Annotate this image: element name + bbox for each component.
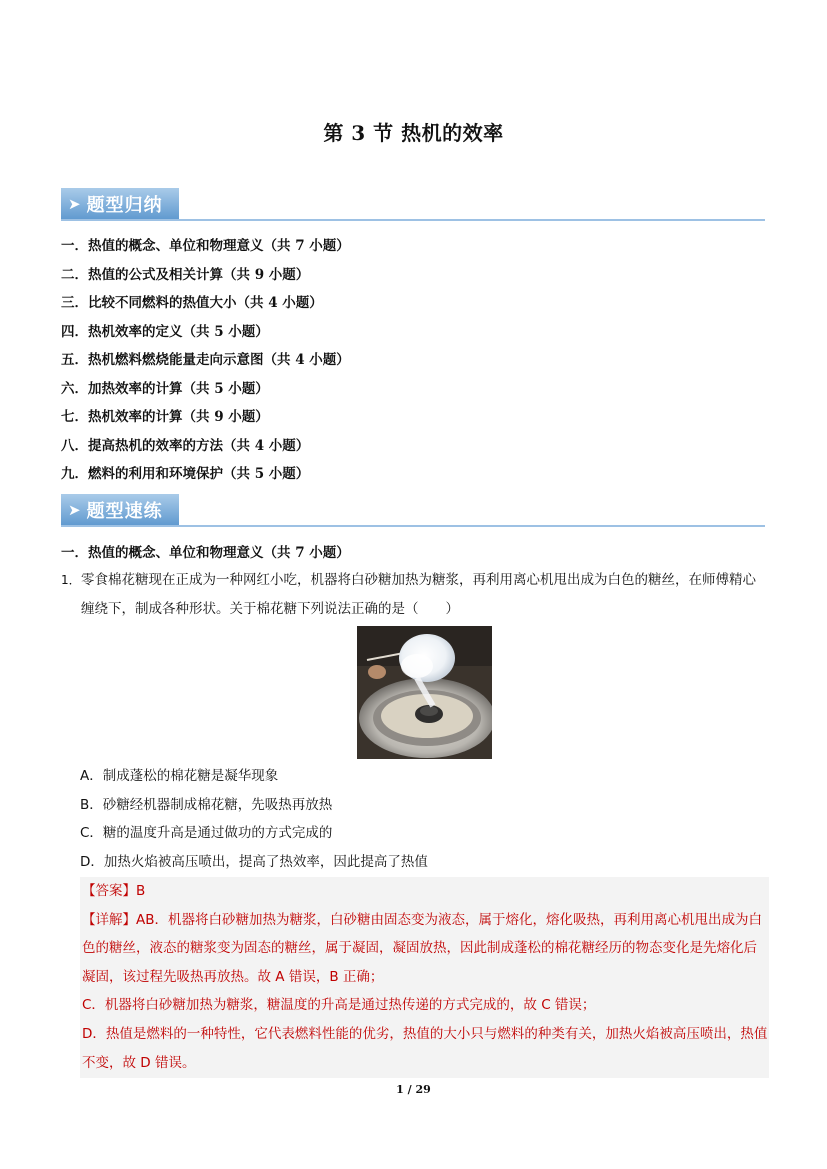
banner-tab — [61, 188, 179, 220]
answer-explanation — [80, 877, 769, 1078]
topic-item: 七．热机效率的计算（共 9 小题） — [61, 409, 269, 425]
topic-list — [61, 236, 350, 493]
option-b: B．砂糖经机器制成棉花糖，先吸热再放热 — [80, 796, 333, 813]
arrow-right-icon: ➤ — [68, 195, 81, 213]
options-list — [80, 764, 428, 878]
section-heading: 一．热值的概念、单位和物理意义（共 7 小题） — [61, 545, 350, 561]
answer-line: 【答案】B — [82, 883, 146, 899]
topic-item: 八．提高热机的效率的方法（共 4 小题） — [61, 437, 310, 454]
explanation-ab: 【详解】AB．机器将白砂糖加热为糖浆，白砂糖由固态变为液态，属于熔化，熔化吸热，再利用离心机甩出成为白色的糖丝，液态的糖浆变为固态的糖丝，属于凝固，凝固放热，因此制成蓬松的棉花糖经历的物态变化是先熔化后凝固，该过程先吸热再放热。故 A 错误，B 正确； — [82, 911, 762, 985]
banner-title: 题型归纳 — [86, 195, 163, 216]
cotton-candy-photo — [357, 626, 492, 759]
topic-item: 六．加热效率的计算（共 5 小题） — [61, 380, 269, 397]
section-banner-practice — [61, 494, 765, 528]
topic-item: 五．热机燃料燃烧能量走向示意图（共 4 小题） — [61, 352, 350, 368]
banner-title: 题型速练 — [86, 501, 163, 522]
banner-divider — [61, 219, 765, 221]
explanation-d: D．热值是燃料的一种特性，它代表燃料性能的优劣，热值的大小只与燃料的种类有关，加热火焰被高压喷出，热值不变，故 D 错误。 — [82, 1025, 768, 1071]
topic-item: 九．燃料的利用和环境保护（共 5 小题） — [61, 466, 310, 482]
page-number: 1 / 29 — [396, 1083, 431, 1096]
option-c: C．糖的温度升高是通过做功的方式完成的 — [80, 825, 333, 841]
topic-item: 三．比较不同燃料的热值大小（共 4 小题） — [61, 295, 323, 311]
topic-item: 四．热机效率的定义（共 5 小题） — [61, 323, 269, 340]
section-banner-summary — [61, 188, 765, 222]
option-d: D．加热火焰被高压喷出，提高了热效率，因此提高了热值 — [80, 853, 428, 870]
banner-tab — [61, 494, 179, 526]
topic-item: 二．热值的公式及相关计算（共 9 小题） — [61, 266, 310, 283]
explanation-c: C．机器将白砂糖加热为糖浆，糖温度的升高是通过热传递的方式完成的，故 C 错误； — [82, 997, 596, 1014]
question-block — [61, 566, 769, 624]
topic-item: 一．热值的概念、单位和物理意义（共 7 小题） — [61, 238, 350, 254]
banner-divider — [61, 525, 765, 527]
page-title: 第 3 节 热机的效率 — [323, 121, 504, 145]
arrow-right-icon: ➤ — [68, 501, 81, 519]
question-text: 零食棉花糖现在正成为一种网红小吃，机器将白砂糖加热为糖浆，再利用离心机甩出成为白色的糖丝，在师傅精心缠绕下，制成各种形状。关于棉花糖下列说法正确的是（ ） — [81, 572, 756, 617]
question-number: 1． — [61, 573, 81, 587]
cotton-candy-machine-image — [357, 626, 492, 759]
option-a: A．制成蓬松的棉花糖是凝华现象 — [80, 768, 279, 784]
